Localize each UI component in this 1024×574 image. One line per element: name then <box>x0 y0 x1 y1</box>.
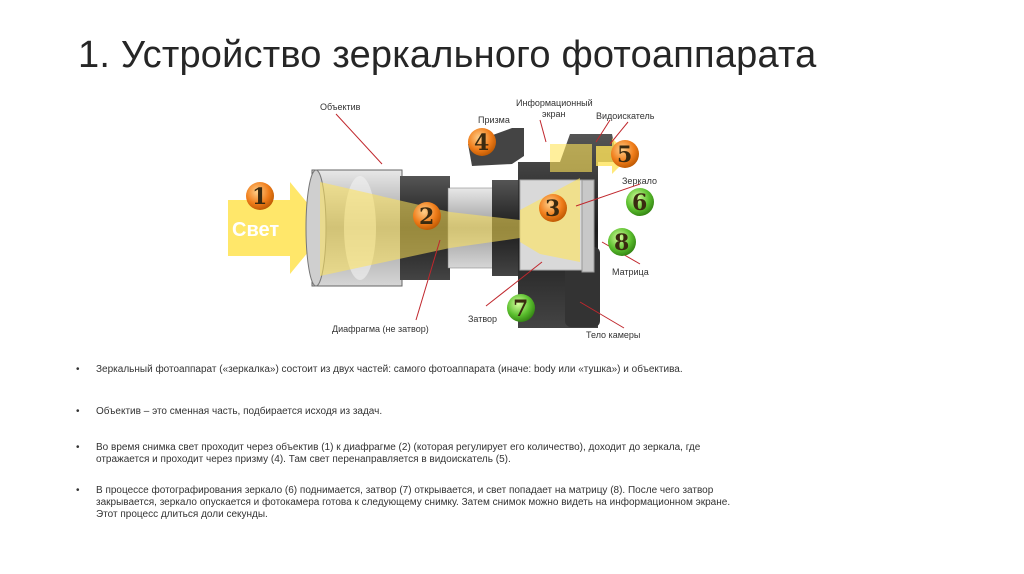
label-lens: Объектив <box>320 102 361 112</box>
light-label: Свет <box>232 219 280 241</box>
marker-1 <box>246 182 274 210</box>
label-info-screen-line2: экран <box>542 109 566 119</box>
label-matrix: Матрица <box>612 267 649 277</box>
bullet-item: • Зеркальный фотоаппарат («зеркалка») состоит из двух частей: самого фотоаппарата (иначе: body или «тушка») и объектива. <box>76 364 736 376</box>
bullet-list <box>76 364 736 521</box>
label-viewfinder: Видоискатель <box>596 111 655 121</box>
svg-text:7: 7 <box>513 296 529 322</box>
page-title: 1. Устройство зеркального фотоаппарата <box>78 34 817 76</box>
marker-6 <box>626 188 654 216</box>
bullet-item: • В процессе фотографирования зеркало (6) поднимается, затвор (7) открывается, и свет попадает на матрицу (8). После чего затвор закрывается, зеркало опускается и фотокамера готова к следующему снимку. Затем снимок можно видеть на информационном экране. Этот процесс длиться доли секунды. <box>76 485 736 521</box>
label-mirror: Зеркало <box>622 176 657 186</box>
marker-5 <box>611 140 639 168</box>
camera-diagram-svg <box>220 92 670 352</box>
svg-text:3: 3 <box>545 196 561 222</box>
marker-7 <box>507 294 535 322</box>
marker-4 <box>468 128 496 156</box>
bullet-item: • Во время снимка свет проходит через объектив (1) к диафрагме (2) (которая регулирует его количество), доходит до зеркала, где отражается и проходит через призму (4). Там свет перенаправляется в видоискатель (5). <box>76 442 736 466</box>
svg-text:8: 8 <box>614 230 630 256</box>
svg-text:1: 1 <box>252 184 268 210</box>
svg-text:4: 4 <box>474 130 490 156</box>
svg-text:5: 5 <box>617 142 633 168</box>
marker-8 <box>608 228 636 256</box>
label-info-screen-line1: Информационный <box>516 98 593 108</box>
marker-2 <box>413 202 441 230</box>
svg-text:2: 2 <box>419 204 435 230</box>
label-shutter: Затвор <box>468 314 498 324</box>
camera-diagram <box>220 92 670 352</box>
label-prism: Призма <box>478 115 510 125</box>
label-aperture: Диафрагма (не затвор) <box>332 324 429 334</box>
bullet-item: • Объектив – это сменная часть, подбирается исходя из задач. <box>76 406 736 418</box>
label-body: Тело камеры <box>586 330 641 340</box>
svg-text:6: 6 <box>632 190 648 216</box>
marker-3 <box>539 194 567 222</box>
